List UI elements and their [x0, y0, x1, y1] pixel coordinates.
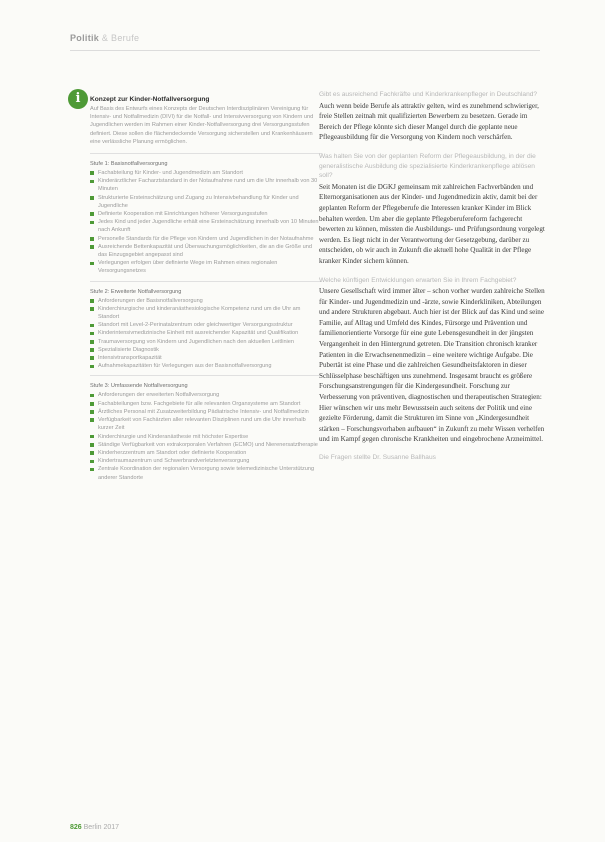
list-item: Kinderärztlicher Facharztstandard in der Notaufnahme rund um die Uhr innerhalb von 30 Minuten	[90, 177, 322, 193]
box-divider	[90, 375, 322, 376]
list-item: Anforderungen der erweiterten Notfallversorgung	[90, 391, 322, 399]
list-item: Kindertraumazentrum und Schwerbrandverletztenversorgung	[90, 457, 322, 465]
list-item: Zentrale Koordination der regionalen Versorgung sowie telemedizinische Unterstützung anderer Standorte	[90, 465, 322, 481]
box-divider	[90, 153, 322, 154]
header-divider	[70, 50, 540, 51]
list-item: Ärztliches Personal mit Zusatzweiterbildung Pädiatrische Intensiv- und Notfallmedizin	[90, 408, 322, 416]
list-item: Personelle Standards für die Pflege von Kindern und Jugendlichen in der Notaufnahme	[90, 235, 322, 243]
subsection-label: & Berufe	[101, 33, 140, 43]
stage-list	[90, 169, 322, 276]
page-number: 826	[70, 824, 82, 831]
stage-list	[90, 297, 322, 371]
list-item: Traumaversorgung von Kindern und Jugendlichen nach den aktuellen Leitlinien	[90, 338, 322, 346]
list-item: Intensivtransportkapazität	[90, 354, 322, 362]
question: Was halten Sie von der geplanten Reform der Pflegeausbildung, in der die generalistische Ausbildung die spezialisierte Kinderkrankenpflege ablösen soll?	[319, 152, 536, 180]
stage-2	[78, 288, 322, 371]
qa-block	[319, 276, 547, 446]
page-footer	[70, 824, 119, 831]
list-item: Fachabteilung für Kinder- und Jugendmedizin am Standort	[90, 169, 322, 177]
info-icon: i	[68, 89, 88, 109]
list-item: Anforderungen der Basisnotfallversorgung	[90, 297, 322, 305]
running-head	[70, 33, 139, 43]
list-item: Kinderherzzentrum am Standort oder definierte Kooperation	[90, 449, 322, 457]
box-title: Konzept zur Kinder-Notfallversorgung	[90, 96, 210, 103]
answer: Seit Monaten ist die DGKJ gemeinsam mit zahlreichen Fachverbänden und Elternorganisationen aus der Kinder- und Jugendmedizin aktiv, damit bei der geplanten Reform der Pflegeberufe die Interessen kranker Kinder im Blick behalten werden. Um aber die geplante Pflegeberufereform fachgerecht bewerten zu können, müssten die Ausbildungs- und Prüfungsordnung vorgelegt werden. Es liegt nicht in der Verantwortung der Gesetzgebung, darüber zu entscheiden, ob wir auch in Zukunft die aktuell hohe Qualität in der Pflege kranker Kinder sichern können.	[319, 182, 545, 265]
list-item: Spezialisierte Diagnostik	[90, 346, 322, 354]
list-item: Kinderintensivmedizinische Einheit mit ausreichender Kapazität und Qualifikation	[90, 329, 322, 337]
list-item: Standort mit Level-2-Perinatalzentrum oder gleichwertiger Versorgungsstruktur	[90, 321, 322, 329]
interview-column	[319, 90, 547, 461]
list-item: Aufnahmekapazitäten für Verlegungen aus der Basisnotfallversorgung	[90, 362, 322, 370]
list-item: Fachabteilungen bzw. Fachgebiete für alle relevanten Organsysteme am Standort	[90, 400, 322, 408]
stage-title: Stufe 3: Umfassende Notfallversorgung	[90, 383, 188, 390]
answer: Unsere Gesellschaft wird immer älter – schon vorher wurden zahlreiche Stellen für Kinder- und Jugendmedizin und -ärzte, sowie Kinderkliniken, Abteilungen und andere Strukturen abgebaut. Auch hier ist der Blick auf das Kind und seine Familie, auf Alltag und Umfeld des Kindes, Fürsorge und Prävention und familienorientierte Vorsorge für eine gute Lebensgesundheit in der jüngsten Vergangenheit in den Hintergrund getreten. Die Transition chronisch kranker Patienten in die Erwachsenenmedizin – eine weitere wichtige Aufgabe. Die Pubertät ist eine Phase und die zahlreichen Gesundheitsfaktoren in dieser Schlüsselphase beschäftigen uns zunehmend. Insgesamt braucht es größere Forschungsanstrengungen für die Kindergesundheit. Forschung zur Verbesserung von präventiven, diagnostischen und therapeutischen Strategien: Hier wünschen wir uns mehr Bewusstsein auch seitens der Politik und eine gezielte Förderung, damit die Strukturen im Sinne von „Kindergesundheit stärken – Forschungsvorhaben aufbauen“ in Zukunft zu mehr Wissen verhelfen und im Kampf gegen chronische Krankheiten und eingebrochene Arzneimittel.	[319, 287, 545, 444]
list-item: Definierte Kooperation mit Einrichtungen höherer Versorgungsstufen	[90, 210, 322, 218]
list-item: Ständige Verfügbarkeit von extrakorporalen Verfahren (ECMO) und Nierenersatztherapie	[90, 441, 322, 449]
list-item: Kinderchirurgie und Kinderanästhesie mit höchster Expertise	[90, 433, 322, 441]
qa-block	[319, 90, 547, 143]
box-divider	[90, 281, 322, 282]
section-label: Politik	[70, 33, 100, 43]
stage-list	[90, 391, 322, 481]
author-credit: Die Fragen stellte Dr. Susanne Ballhaus	[319, 454, 436, 461]
stage-1	[78, 160, 322, 276]
qa-block	[319, 152, 547, 267]
stage-title: Stufe 2: Erweiterte Notfallversorgung	[90, 288, 182, 295]
answer: Auch wenn beide Berufe als attraktiv gelten, wird es zunehmend schwieriger, freie Stellen zeitnah mit qualifizierten Bewerbern zu besetzen. Gerade im Bereich der Pflege könnte sich dieser Mangel durch die geplante neue Pflegeausbildung für die Versorgung von Kindern noch verschärfen.	[319, 101, 539, 142]
stage-3	[78, 382, 322, 481]
list-item: Jedes Kind und jeder Jugendliche erhält eine Ersteinschätzung innerhalb von 10 Minuten nach Ankunft	[90, 218, 322, 234]
list-item: Kinderchirurgische und kinderanästhesiologische Kompetenz rund um die Uhr am Standort	[90, 305, 322, 321]
question: Gibt es ausreichend Fachkräfte und Kinderkrankenpfleger in Deutschland?	[319, 91, 538, 98]
list-item: Verfügbarkeit von Fachärzten aller relevanten Disziplinen rund um die Uhr innerhalb kurzer Zeit	[90, 416, 322, 432]
info-box	[78, 96, 322, 482]
list-item: Strukturierte Ersteinschätzung und Zugang zu Intensivbehandlung für Kinder und Jugendliche	[90, 194, 322, 210]
issue-label: Berlin 2017	[83, 824, 120, 831]
question: Welche künftigen Entwicklungen erwarten Sie in Ihrem Fachgebiet?	[319, 276, 517, 284]
list-item: Verlegungen erfolgen über definierte Wege im Rahmen eines regionalen Versorgungsnetzes	[90, 259, 322, 275]
box-intro: Auf Basis des Entwurfs eines Konzepts der Deutschen Interdisziplinären Vereinigung für Intensiv- und Notfallmedizin (DIVI) für die Notfall- und Intensivversorgung von Kindern und Jugendlichen werden im Rahmen einer Kinder-Notfallversorgung drei Versorgungsstufen definiert. Diese sollen die flächendeckende Versorgung sicherstellen und Krankenhäusern eine verlässliche Planung ermöglichen.	[90, 106, 314, 145]
list-item: Ausreichende Bettenkapazität und Überwachungsmöglichkeiten, die an die Größe und das Einzugsgebiet angepasst sind	[90, 243, 322, 259]
stage-title: Stufe 1: Basisnotfallversorgung	[90, 161, 168, 168]
